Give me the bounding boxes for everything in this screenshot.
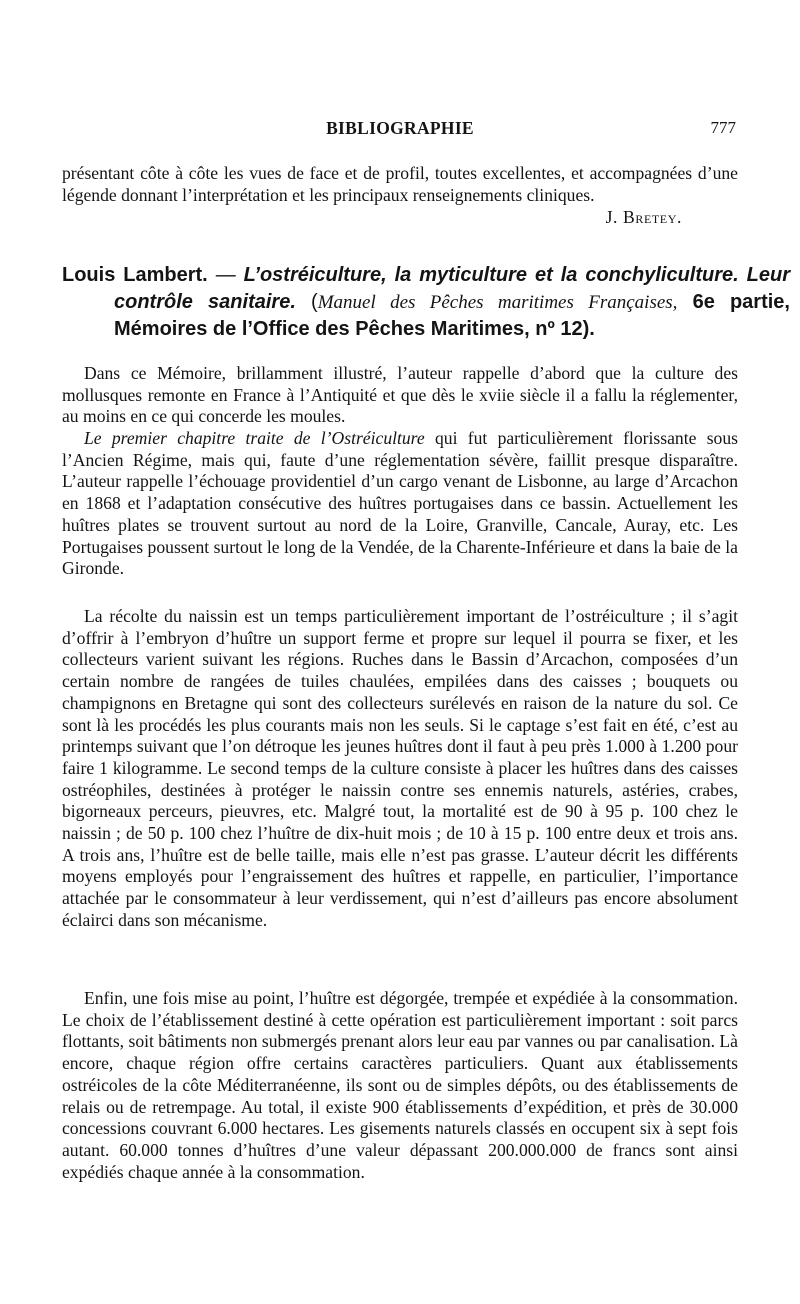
entry-dash: — bbox=[207, 264, 244, 286]
paragraph-2 bbox=[62, 428, 738, 580]
paragraph-1: Dans ce Mémoire, brillamment illustré, l’auteur rappelle d’abord que la culture des mollusques remonte en France à l’Antiquité et que dès le xviie siècle il a fallu la réglementer, au moins en ce qui concerde les moules. bbox=[62, 363, 738, 427]
paragraph-2-lead: Le premier chapitre traite de l’Ostréiculture bbox=[84, 428, 425, 448]
section-title: BIBLIOGRAPHIE bbox=[326, 118, 474, 138]
bibliographic-entry bbox=[62, 262, 790, 343]
reviewer-signature: J. Bretey. bbox=[605, 207, 682, 227]
entry-title: L’ostréiculture, la myticulture et la conchyliculture. Leur contrôle sanitaire. bbox=[114, 264, 790, 313]
paragraph-4: Enfin, une fois mise au point, l’huître est dégorgée, trempée et expédiée à la consommation. Le choix de l’établissement destiné à cette opération est particulièrement important : soit parcs flottants, soit bâtiments non submergés prenant alors leur eau par vannes ou par canalisation. Là encore, chaque région offre certains caractères particuliers. Quant aux établissements ostréicoles de la côte Méditerranéenne, ils sont ou de simples dépôts, ou des établissements de relais ou de retrempage. Au total, il existe 900 établissements d’expédition, et près de 30.000 concessions couvrant 6.000 hectares. Les gisements naturels classés en occupent six à sept fois autant. 60.000 tonnes d’huîtres d’une valeur dépassant 200.000.000 de francs sont ainsi expédiés chaque année à la consommation. bbox=[62, 988, 738, 1182]
running-head bbox=[62, 118, 738, 142]
paragraph-3: La récolte du naissin est un temps particulièrement important de l’ostréiculture ; il s’agit d’offrir à l’embryon d’huître un support ferme et propre sur lequel il pourra se fixer, et les collecteurs varient suivant les régions. Ruches dans le Bassin d’Arcachon, composées d’un certain nombre de rangées de tuiles chaulées, empilées dans des caisses ; bouquets ou champignons en Bretagne qui sont des collecteurs surélevés en raison de la nature du sol. Ce sont là les procédés les plus courants mais non les seuls. Si le captage s’est fait en été, c’est au printemps suivant que l’on détroque les jeunes huîtres dont il faut à peu près 1.000 à 1.200 pour faire 1 kilogramme. Le second temps de la culture consiste à placer les huîtres dans des caisses ostréophiles, destinées à protéger le naissin contre ses ennemis naturels, astéries, crabes, bigorneaux perceurs, pieuvres, etc. Malgré tout, la mortalité est de 90 à 95 p. 100 chez le naissin ; de 50 p. 100 chez l’huître de dix-huit mois ; de 10 à 15 p. 100 entre deux et trois ans. A trois ans, l’huître est de belle taille, mais elle n’est pas grasse. L’auteur décrit les différents moyens employés pour l’engraissement des huîtres et rappelle, en particulier, l’importance attachée par le consommateur à leur verdissement, qui n’est d’ailleurs pas encore absolument éclairci dans son mécanisme. bbox=[62, 606, 738, 930]
entry-series: Manuel des Pêches maritimes Françaises, bbox=[317, 292, 678, 313]
continuation-block bbox=[62, 163, 738, 227]
entry-author: Louis Lambert. bbox=[62, 264, 208, 286]
page-number: 777 bbox=[710, 118, 736, 137]
paragraph-2-rest: qui fut particulièrement florissante sous l’Ancien Régime, mais qui, faute d’une réglementation sévère, faillit presque disparaître. L’auteur rappelle l’échouage providentiel d’un cargo venant de Lisbonne, au large d’Arcachon en 1868 et l’adaptation consécutive des huîtres portugaises dans ce bassin. Actuellement les huîtres plates se trouvent surtout au nord de la Loire, Granville, Cancale, Auray, etc. Les Portugaises poussent surtout le long de la Vendée, de la Charente-Inférieure et dans la baie de la Gironde. bbox=[62, 428, 738, 579]
continuation-text: présentant côte à côte les vues de face et de profil, toutes excellentes, et accompagnées d’une légende donnant l’interprétation et les principaux renseignements cliniques. bbox=[62, 163, 738, 205]
entry-open-paren: ( bbox=[295, 291, 318, 313]
entry-details: 6e partie, Mémoires de l’Office des Pêches Maritimes, nº 12). bbox=[114, 291, 790, 340]
